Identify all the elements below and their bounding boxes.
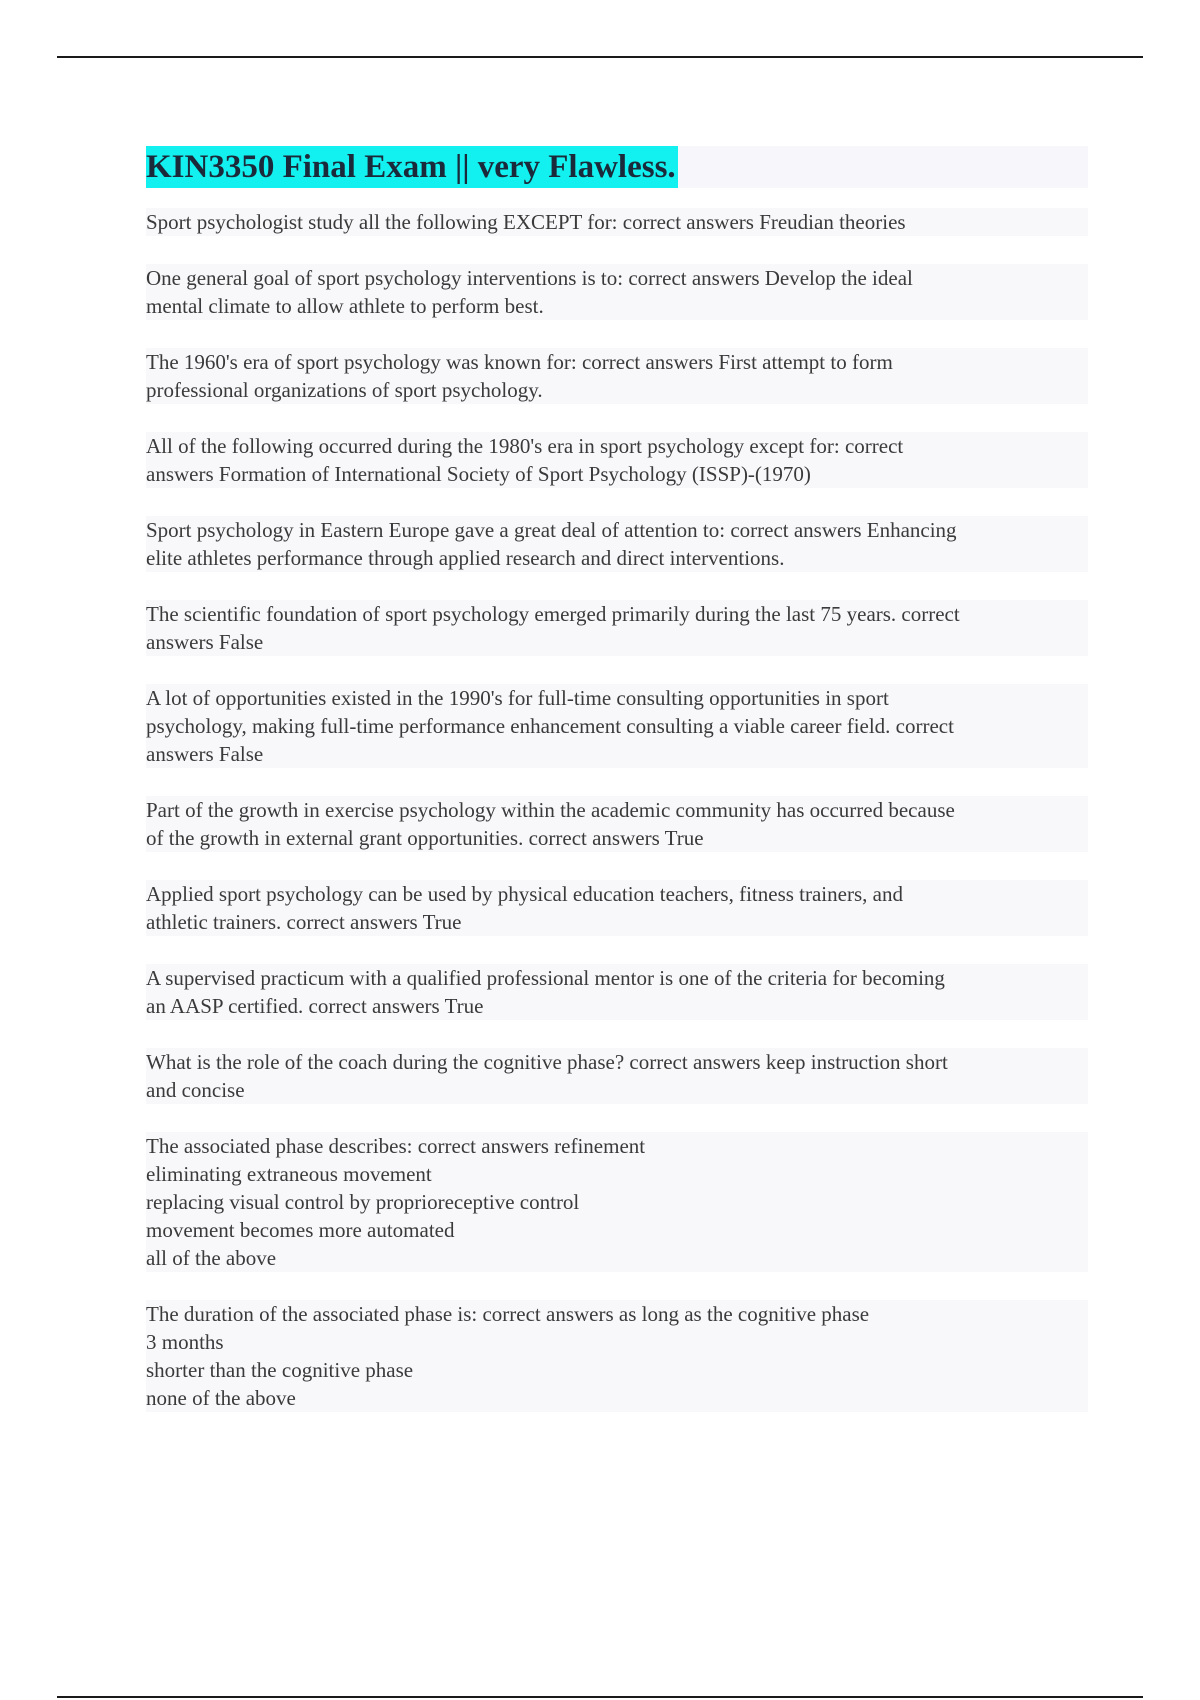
document-title: KIN3350 Final Exam || very Flawless.	[146, 146, 678, 188]
question-item: Sport psychologist study all the following EXCEPT for: correct answers Freudian theories	[146, 208, 1088, 236]
question-item: Part of the growth in exercise psychology within the academic community has occurred because of the growth in external grant opportunities. correct answers True	[146, 796, 1088, 852]
question-item: The scientific foundation of sport psychology emerged primarily during the last 75 years. correct answers False	[146, 600, 1088, 656]
title-bar	[146, 146, 1088, 188]
question-item: A lot of opportunities existed in the 1990's for full-time consulting opportunities in sport psychology, making full-time performance enhancement consulting a viable career field. correct answers False	[146, 684, 1088, 768]
question-item: Sport psychology in Eastern Europe gave a great deal of attention to: correct answers Enhancing elite athletes performance through applied research and direct interventions.	[146, 516, 1088, 572]
question-item: All of the following occurred during the 1980's era in sport psychology except for: correct answers Formation of International Society of Sport Psychology (ISSP)-(1970)	[146, 432, 1088, 488]
top-rule	[57, 56, 1143, 58]
question-item: What is the role of the coach during the cognitive phase? correct answers keep instruction short and concise	[146, 1048, 1088, 1104]
bottom-rule	[57, 1696, 1143, 1698]
question-item: The associated phase describes: correct answers refinement eliminating extraneous movement replacing visual control by proprioreceptive control movement becomes more automated all of the above	[146, 1132, 1088, 1272]
question-item: One general goal of sport psychology interventions is to: correct answers Develop the ideal mental climate to allow athlete to perform best.	[146, 264, 1088, 320]
question-item: The 1960's era of sport psychology was known for: correct answers First attempt to form professional organizations of sport psychology.	[146, 348, 1088, 404]
document-body	[146, 146, 1088, 1440]
question-list	[146, 208, 1088, 1412]
question-item: Applied sport psychology can be used by physical education teachers, fitness trainers, and athletic trainers. correct answers True	[146, 880, 1088, 936]
question-item: The duration of the associated phase is: correct answers as long as the cognitive phase 3 months shorter than the cognitive phase none of the above	[146, 1300, 1088, 1412]
question-item: A supervised practicum with a qualified professional mentor is one of the criteria for becoming an AASP certified. correct answers True	[146, 964, 1088, 1020]
